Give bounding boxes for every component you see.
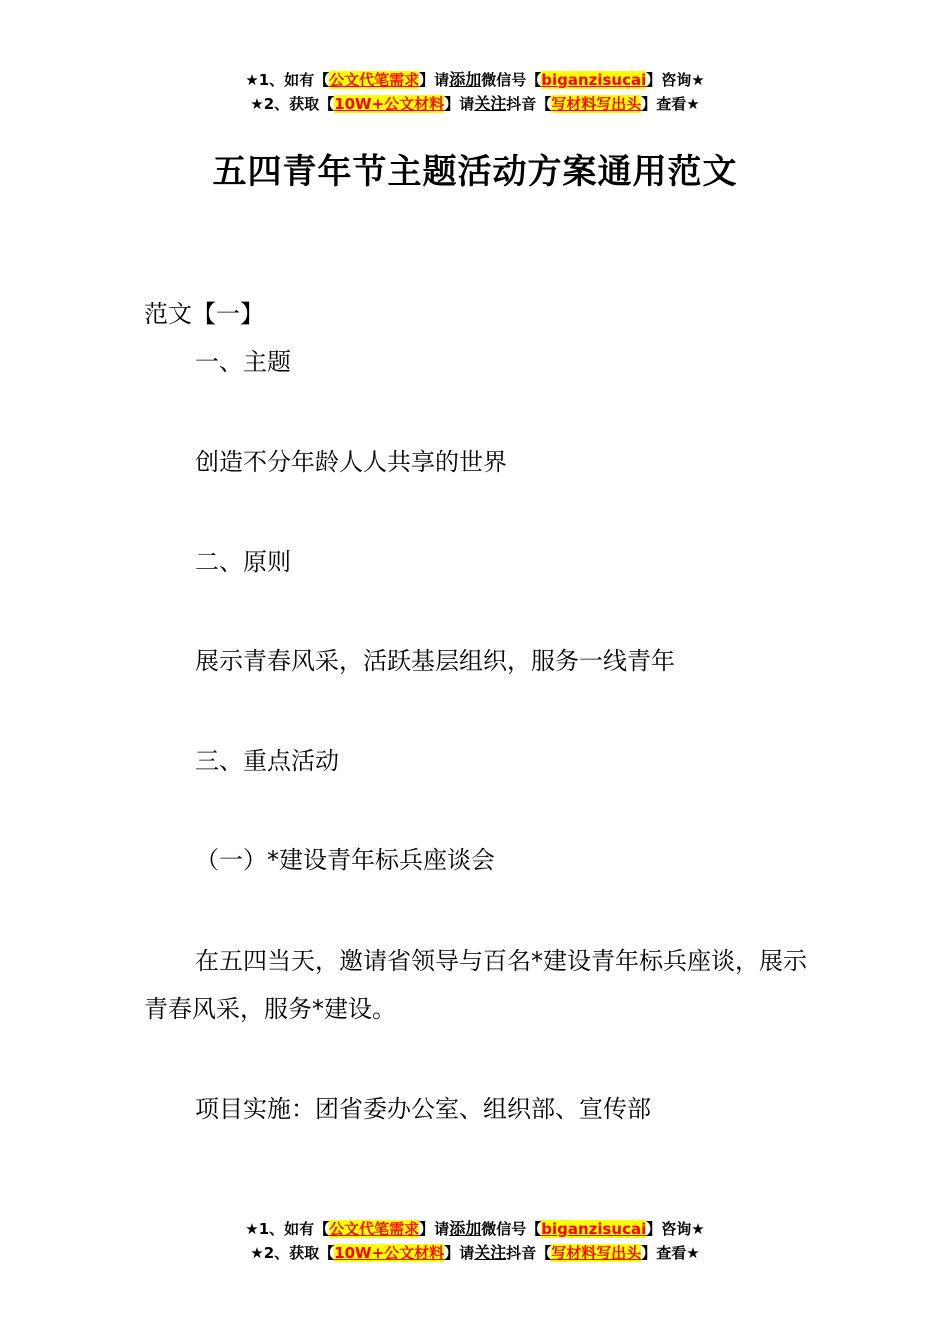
banner-highlight: 写材料写出头 (551, 95, 642, 113)
paragraph-implementation: 项目实施：团省委办公室、组织部、宣传部 (195, 1095, 651, 1123)
banner-text: 微信号【 (481, 1220, 542, 1238)
banner-underline: 添加 (449, 1219, 482, 1238)
banner-text: 】请 (444, 95, 475, 113)
document-title: 五四青年节主题活动方案通用范文 (212, 152, 738, 192)
banner-line-2 (0, 1241, 950, 1265)
banner-underline: 添加 (449, 70, 482, 89)
paragraph-principle: 展示青春风采，活跃基层组织，服务一线青年 (195, 647, 675, 675)
paragraph-activity-1: 在五四当天，邀请省领导与百名*建设青年标兵座谈，展示青春风采，服务*建设。 (144, 947, 807, 1023)
banner-text: 】查看★ (641, 95, 700, 113)
banner-text: ★2、获取【 (250, 95, 335, 113)
banner-highlight: 10W+公文材料 (334, 95, 445, 113)
banner-line-1 (0, 1217, 950, 1241)
heading-principle: 二、原则 (195, 548, 291, 576)
subheading-activity-1: （一）*建设青年标兵座谈会 (195, 846, 495, 874)
top-banner (0, 68, 950, 116)
banner-highlight: 写材料写出头 (551, 1244, 642, 1262)
banner-text: 抖音【 (506, 95, 552, 113)
banner-highlight: biganzisucai (541, 1220, 647, 1238)
banner-text: 】请 (444, 1244, 475, 1262)
banner-text: 】咨询★ (646, 1220, 705, 1238)
banner-highlight: 公文代笔需求 (329, 71, 420, 89)
banner-underline: 关注 (474, 94, 507, 113)
banner-text: 】查看★ (641, 1244, 700, 1262)
banner-text: ★1、如有【 (245, 71, 330, 89)
banner-text: ★2、获取【 (250, 1244, 335, 1262)
section-label: 范文【一】 (144, 300, 264, 328)
banner-highlight: 公文代笔需求 (329, 1220, 420, 1238)
banner-text: 】请 (419, 71, 450, 89)
banner-line-1 (0, 68, 950, 92)
banner-text: 】咨询★ (646, 71, 705, 89)
paragraph-theme: 创造不分年龄人人共享的世界 (195, 448, 507, 476)
banner-text: 微信号【 (481, 71, 542, 89)
heading-key-activities: 三、重点活动 (195, 747, 339, 775)
banner-highlight: 10W+公文材料 (334, 1244, 445, 1262)
banner-text: 抖音【 (506, 1244, 552, 1262)
heading-theme: 一、主题 (195, 348, 291, 376)
banner-highlight: biganzisucai (541, 71, 647, 89)
banner-text: ★1、如有【 (245, 1220, 330, 1238)
banner-text: 】请 (419, 1220, 450, 1238)
banner-line-2 (0, 92, 950, 116)
banner-underline: 关注 (474, 1243, 507, 1262)
bottom-banner (0, 1217, 950, 1265)
